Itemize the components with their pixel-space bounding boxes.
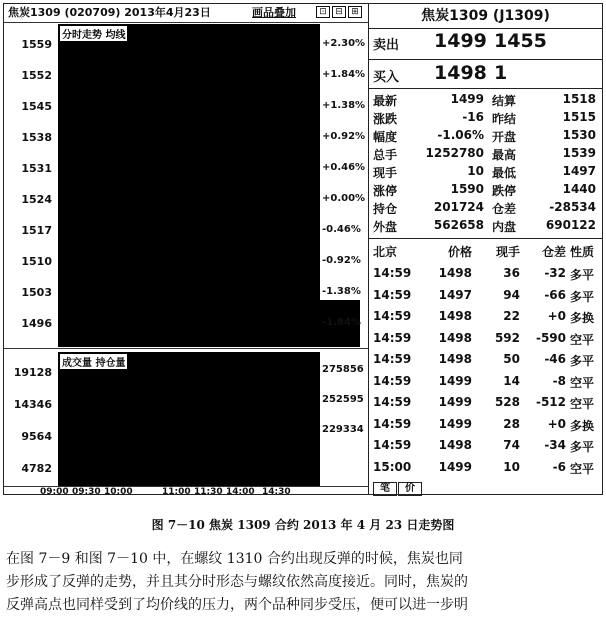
trade-header-qty: 现手 bbox=[495, 245, 520, 259]
percent-tick-label: +0.00% bbox=[322, 193, 366, 204]
trade-price: 1498 bbox=[438, 266, 472, 280]
sell-price: 1499 bbox=[434, 30, 487, 52]
time-tick-label: 11:30 bbox=[194, 487, 223, 497]
window-controls bbox=[316, 6, 362, 18]
maximize-icon[interactable]: ⊞ bbox=[348, 6, 362, 18]
body-text bbox=[6, 548, 602, 617]
volume-chart-label: 成交量 持仓量 bbox=[60, 354, 127, 369]
title-bar bbox=[4, 4, 368, 23]
stat-label: 涨停 bbox=[373, 184, 398, 198]
tab-price[interactable]: 价 bbox=[398, 482, 422, 496]
trade-type: 空平 bbox=[570, 397, 595, 411]
stat-value: 1518 bbox=[562, 92, 596, 106]
price-tick-label: 1524 bbox=[21, 193, 52, 206]
figure-caption: 图 7－10 焦炭 1309 合约 2013 年 4 月 23 日走势图 bbox=[151, 518, 455, 532]
volume-chart[interactable] bbox=[58, 352, 320, 486]
stat-value: 10 bbox=[467, 164, 484, 178]
trade-diff: -66 bbox=[544, 287, 566, 302]
trade-price: 1498 bbox=[438, 309, 472, 323]
trade-qty: 10 bbox=[503, 459, 520, 474]
stat-label: 最低 bbox=[492, 166, 517, 180]
trade-type: 多换 bbox=[570, 311, 595, 325]
trade-price: 1498 bbox=[438, 352, 472, 366]
time-tick-label: 14:30 bbox=[262, 487, 291, 497]
trade-time: 15:00 bbox=[373, 459, 412, 474]
price-tick-label: 1510 bbox=[21, 255, 52, 268]
trade-time: 14:59 bbox=[373, 416, 412, 431]
trade-price: 1499 bbox=[438, 459, 472, 474]
trade-price: 1498 bbox=[438, 438, 472, 452]
stat-label: 最高 bbox=[492, 148, 517, 162]
paragraph-line: 在图 7－9 和图 7－10 中，在螺纹 1310 合约出现反弹的时候，焦炭也同 bbox=[6, 551, 463, 567]
stat-label: 结算 bbox=[492, 94, 517, 108]
time-tick-label: 14:00 bbox=[226, 487, 255, 497]
trade-type: 多平 bbox=[570, 289, 595, 304]
percent-tick-label: -0.46% bbox=[322, 224, 361, 235]
trading-window bbox=[3, 3, 603, 495]
price-tick-label: 1503 bbox=[21, 286, 52, 299]
stat-value: -1.06% bbox=[437, 128, 484, 142]
percent-tick-label: +1.38% bbox=[322, 100, 366, 111]
stat-value: 1440 bbox=[562, 182, 596, 196]
trade-qty: 528 bbox=[494, 395, 520, 409]
trade-time: 14:59 bbox=[373, 438, 412, 452]
buy-label: 买入 bbox=[373, 70, 400, 85]
trade-price: 1498 bbox=[438, 330, 472, 345]
stat-value: 201724 bbox=[433, 200, 484, 214]
sell-label: 卖出 bbox=[373, 38, 400, 53]
overlay-menu[interactable]: 画品叠加 bbox=[252, 6, 296, 19]
stat-label: 现手 bbox=[373, 166, 398, 180]
stat-label: 昨结 bbox=[492, 112, 517, 126]
quote-tabs bbox=[373, 482, 423, 496]
stat-label: 总手 bbox=[373, 148, 398, 162]
stat-value: 1515 bbox=[562, 110, 596, 124]
stat-label: 仓差 bbox=[492, 202, 517, 216]
trade-type: 多换 bbox=[570, 418, 595, 433]
sell-qty: 1455 bbox=[494, 30, 547, 52]
stat-label: 内盘 bbox=[492, 220, 517, 234]
trade-type: 空平 bbox=[570, 375, 595, 390]
volume-tick-label: 9564 bbox=[21, 430, 52, 443]
price-chart-label: 分时走势 均线 bbox=[60, 26, 127, 41]
trade-type: 多平 bbox=[570, 268, 595, 282]
time-tick-label: 09:30 bbox=[72, 487, 101, 497]
stat-value: 1252780 bbox=[425, 146, 484, 160]
stat-label: 跌停 bbox=[492, 184, 517, 198]
price-tick-label: 1517 bbox=[21, 224, 52, 237]
trade-time: 14:59 bbox=[373, 373, 412, 388]
tab-ticks[interactable]: 笔 bbox=[373, 482, 397, 496]
stat-value: 562658 bbox=[433, 218, 484, 232]
paragraph-line: 步形成了反弹的走势，并且其分时形态与螺纹依然高度接近。同时，焦炭的 bbox=[6, 574, 468, 590]
open-interest-tick-label: 229334 bbox=[322, 424, 364, 435]
trade-price: 1499 bbox=[438, 373, 472, 388]
trade-header-type: 性质 bbox=[570, 245, 595, 259]
stat-value: 1590 bbox=[450, 182, 484, 196]
trade-type: 多平 bbox=[570, 440, 595, 454]
trade-qty: 36 bbox=[503, 266, 520, 280]
percent-tick-label: -0.92% bbox=[322, 255, 361, 266]
window-title: 焦炭1309 (020709) 2013年4月23日 bbox=[8, 6, 211, 19]
stat-value: 1539 bbox=[562, 146, 596, 160]
minimize-icon[interactable]: ⊟ bbox=[332, 6, 346, 18]
percent-tick-label: +2.30% bbox=[322, 38, 366, 49]
price-tick-label: 1531 bbox=[21, 162, 52, 175]
open-interest-tick-label: 252595 bbox=[322, 394, 364, 405]
quote-title: 焦炭1309 (J1309) bbox=[369, 4, 602, 29]
trade-diff: -46 bbox=[544, 352, 566, 366]
trade-price: 1497 bbox=[438, 287, 472, 302]
trade-time: 14:59 bbox=[373, 287, 412, 302]
percent-tick-label: +0.92% bbox=[322, 131, 366, 142]
stat-value: 1530 bbox=[562, 128, 596, 142]
divider bbox=[369, 59, 602, 60]
sell-row bbox=[373, 34, 399, 53]
trade-header-price: 价格 bbox=[447, 245, 472, 259]
trade-price: 1499 bbox=[438, 416, 472, 431]
percent-tick-label: -1.84% bbox=[322, 317, 361, 328]
trade-qty: 22 bbox=[503, 309, 520, 323]
restore-icon[interactable]: ⊡ bbox=[316, 6, 330, 18]
trade-diff: -32 bbox=[544, 266, 566, 280]
stat-label: 涨跌 bbox=[373, 112, 398, 126]
stat-value: 1497 bbox=[562, 164, 596, 178]
chart-divider bbox=[4, 348, 368, 349]
trade-diff: -6 bbox=[552, 459, 566, 474]
divider bbox=[369, 88, 602, 89]
trade-diff: -34 bbox=[544, 438, 566, 452]
trade-qty: 50 bbox=[503, 352, 520, 366]
trade-header-time: 北京 bbox=[373, 245, 398, 259]
trade-qty: 592 bbox=[494, 330, 520, 345]
trade-diff: -8 bbox=[552, 373, 566, 388]
stat-label: 幅度 bbox=[373, 130, 398, 144]
percent-tick-label: +0.46% bbox=[322, 162, 366, 173]
price-tick-label: 1559 bbox=[21, 38, 52, 51]
time-tick-label: 10:00 bbox=[104, 487, 133, 497]
time-axis bbox=[4, 486, 368, 495]
divider bbox=[369, 238, 602, 239]
trade-type: 空平 bbox=[570, 461, 595, 476]
trade-time: 14:59 bbox=[373, 352, 412, 366]
volume-tick-label: 4782 bbox=[21, 462, 52, 475]
buy-price: 1498 bbox=[434, 62, 487, 84]
stat-value: -28534 bbox=[549, 200, 596, 214]
trade-diff: -512 bbox=[535, 395, 566, 409]
volume-tick-label: 19128 bbox=[13, 366, 52, 379]
percent-tick-label: -1.38% bbox=[322, 286, 361, 297]
stat-label: 最新 bbox=[373, 94, 398, 108]
stat-label: 持仓 bbox=[373, 202, 398, 216]
time-tick-label: 11:00 bbox=[162, 487, 191, 497]
stat-value: 1499 bbox=[450, 92, 484, 106]
trade-qty: 94 bbox=[503, 287, 520, 302]
trade-header-diff: 仓差 bbox=[541, 245, 566, 259]
trade-diff: +0 bbox=[547, 309, 566, 323]
trade-qty: 14 bbox=[503, 373, 520, 388]
trade-time: 14:59 bbox=[373, 330, 412, 345]
trade-qty: 28 bbox=[503, 416, 520, 431]
trade-time: 14:59 bbox=[373, 309, 412, 323]
trade-time: 14:59 bbox=[373, 266, 412, 280]
trade-diff: -590 bbox=[535, 330, 566, 345]
stat-label: 外盘 bbox=[373, 220, 398, 234]
trade-type: 多平 bbox=[570, 354, 595, 368]
trade-qty: 74 bbox=[503, 438, 520, 452]
volume-tick-label: 14346 bbox=[13, 398, 52, 411]
trade-price: 1499 bbox=[438, 395, 472, 409]
intraday-price-chart[interactable] bbox=[58, 24, 320, 347]
buy-qty: 1 bbox=[494, 62, 508, 84]
open-interest-tick-label: 275856 bbox=[322, 364, 364, 375]
stat-label: 开盘 bbox=[492, 130, 517, 144]
stat-value: 690122 bbox=[545, 218, 596, 232]
trade-diff: +0 bbox=[547, 416, 566, 431]
trade-time: 14:59 bbox=[373, 395, 412, 409]
price-tick-label: 1496 bbox=[21, 317, 52, 330]
price-tick-label: 1538 bbox=[21, 131, 52, 144]
panel-divider bbox=[368, 4, 369, 494]
stat-value: -16 bbox=[462, 110, 484, 124]
paragraph-line: 反弹高点也同样受到了均价线的压力，两个品种同步受压，便可以进一步明 bbox=[6, 597, 468, 613]
price-tick-label: 1545 bbox=[21, 100, 52, 113]
price-tick-label: 1552 bbox=[21, 69, 52, 82]
percent-tick-label: +1.84% bbox=[322, 69, 366, 80]
time-tick-label: 09:00 bbox=[40, 487, 69, 497]
trade-type: 空平 bbox=[570, 332, 595, 347]
